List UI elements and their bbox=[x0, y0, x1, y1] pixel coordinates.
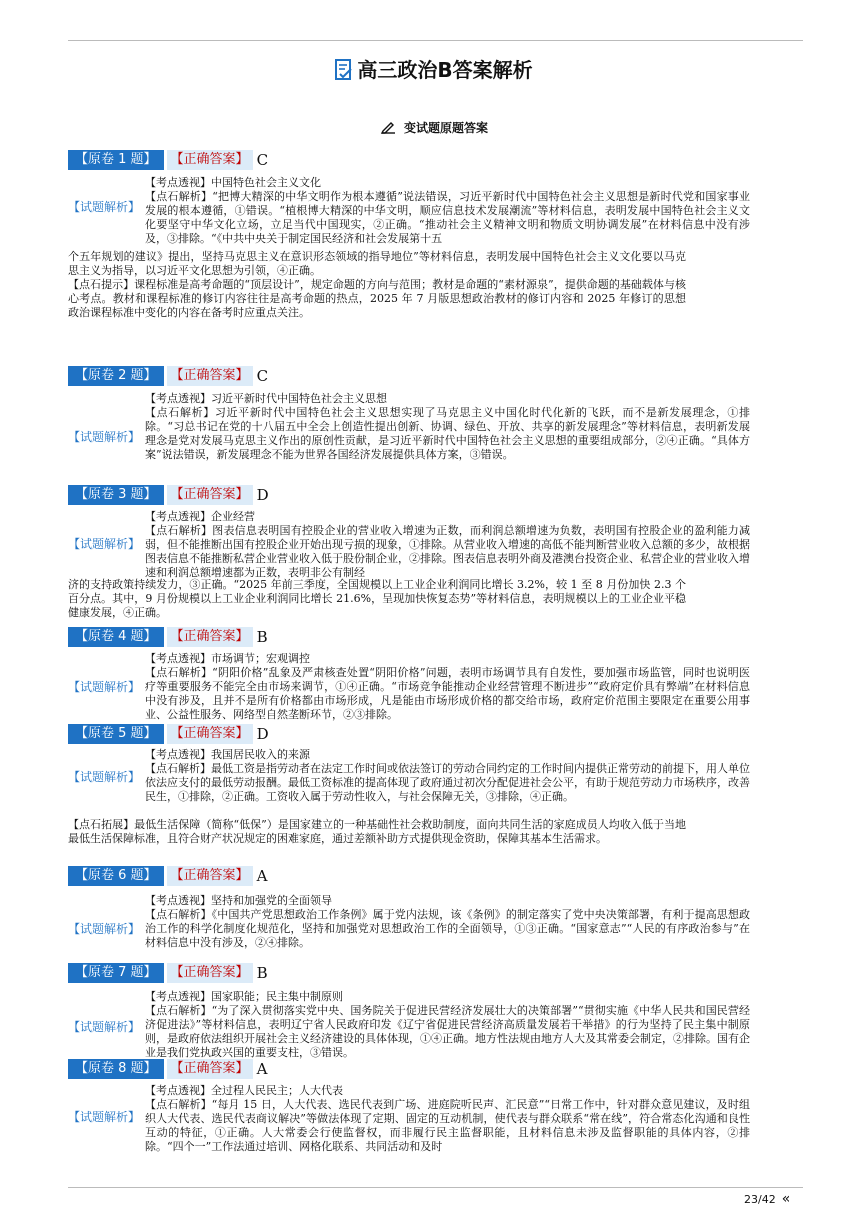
analysis-paragraph: 【点石解析】图表信息表明国有控股企业的营业收入增速为正数，而利润总额增速为负数，表明国有控股企业的盈利能力减弱，但不能推断出国有控股企业开始出现亏损的现象，①排除。从营业收入增速的高低不能判断营业收入总额的多少，故根据图表信息不能推断私营企业营业收入低于股份制企业，②排除。图表信息表明外商及港澳台投资企业、私营企业的营业收入增速和利润总额增速都为正数，表明非公有制经 bbox=[145, 524, 750, 579]
continued-analysis bbox=[68, 818, 686, 846]
analysis-label: 【试题解析】 bbox=[68, 537, 141, 551]
answer-letter: C bbox=[256, 367, 269, 385]
continued-paragraph: 【点石提示】课程标准是高考命题的“顶层设计”，规定命题的方向与范围；教材是命题的“素材源泉”，提供命题的基础载体与核心考点。教材和课程标准的修订内容往往是高考命题的热点，2025 年 7 月版思想政治教材的修订内容和 2025 年修订的思想政治课程标准中变化的内容在备考时应重点关注。 bbox=[68, 278, 686, 319]
question-tag: 【原卷 4 题】 bbox=[68, 627, 164, 647]
correct-answer-tag: 【正确答案】 bbox=[167, 1059, 253, 1079]
answer-letter: C bbox=[256, 151, 269, 169]
pen-icon bbox=[380, 121, 396, 134]
question-header bbox=[68, 485, 269, 505]
analysis-block bbox=[145, 392, 750, 462]
correct-answer-tag: 【正确答案】 bbox=[167, 963, 253, 983]
bottom-rule bbox=[68, 1187, 803, 1188]
correct-answer-tag: 【正确答案】 bbox=[167, 366, 253, 386]
analysis-paragraph: 【点石解析】习近平新时代中国特色社会主义思想实现了马克思主义中国化时代化新的飞跃，而不是新发展理念，①排除。“习总书记在党的十八届五中全会上创造性提出创新、协调、绿色、开放、共享的新发展理念”等材料信息，表明新发展理念是党对发展马克思主义作出的原创性贡献，是习近平新时代中国特色社会主义思想的重要组成部分，②④正确。“具体方案”说法错误，新发展理念不能为世界各国经济发展提供具体方案，③错误。 bbox=[145, 406, 750, 461]
analysis-label: 【试题解析】 bbox=[68, 1020, 141, 1034]
analysis-label: 【试题解析】 bbox=[68, 922, 141, 936]
analysis-paragraph: 【点石解析】最低工资是指劳动者在法定工作时间或依法签订的劳动合同约定的工作时间内提供正常劳动的前提下，用人单位依法应支付的最低劳动报酬。最低工资标准的提高体现了政府通过初次分配促进社会公平，有助于规范劳动力市场秩序，改善民生，①排除，②正确。工资收入属于劳动性收入，与社会保障无关，③排除，④正确。 bbox=[145, 762, 750, 803]
question-tag: 【原卷 1 题】 bbox=[68, 150, 164, 170]
answer-letter: D bbox=[256, 725, 269, 743]
continued-paragraph: 个五年规划的建议》提出，坚持马克思主义在意识形态领域的指导地位”等材料信息，表明发展中国特色社会主义文化要以马克思主义为指导，以习近平文化思想为引领，④正确。 bbox=[68, 250, 686, 277]
question-header bbox=[68, 963, 268, 983]
question-header bbox=[68, 1059, 267, 1079]
page-footer bbox=[744, 1191, 790, 1207]
key-point-line: 【考点透视】坚持和加强党的全面领导 bbox=[145, 894, 332, 907]
section-subtitle bbox=[0, 119, 868, 136]
analysis-paragraph: 【点石解析】“每月 15 日，人大代表、选民代表到广场、进庭院听民声、汇民意”“日常工作中，针对群众意见建议，及时组织人大代表、选民代表商议解决”等做法体现了定期、固定的互动机制，使代表与群众联系“常在线”，符合常态化沟通和良性互动的特征，①正确。人大常委会行使监督权，而非履行民主监督职能，且材料信息未涉及监督职能的具体内容，②排除。“四个一”工作法通过培训、网格化联系、共同活动和及时 bbox=[145, 1098, 750, 1153]
analysis-label: 【试题解析】 bbox=[68, 770, 141, 784]
continued-paragraph: 【点石拓展】最低生活保障（简称“低保”）是国家建立的一种基础性社会救助制度，面向共同生活的家庭成员人均收入低于当地最低生活保障标准，且符合财产状况规定的困难家庭，通过差额补助方式提供现金资助，保障其基本生活需求。 bbox=[68, 818, 686, 845]
question-tag: 【原卷 6 题】 bbox=[68, 866, 164, 886]
page-title bbox=[0, 54, 868, 83]
key-point-line: 【考点透视】中国特色社会主义文化 bbox=[145, 176, 321, 189]
analysis-label: 【试题解析】 bbox=[68, 1110, 141, 1124]
question-header bbox=[68, 866, 267, 886]
question-header bbox=[68, 366, 268, 386]
analysis-paragraph: 【点石解析】“把博大精深的中华文明作为根本遵循”说法错误，习近平新时代中国特色社会主义思想是新时代党和国家事业发展的根本遵循，①错误。“植根博大精深的中华文明，顺应信息技术发展潮流”等材料信息，表明发展中国特色社会主义文化要坚守中华文化立场，立足当代中国现实，②正确。“推动社会主义精神文明和物质文明协调发展”在材料信息中没有涉及，③排除。“《中共中央关于制定国民经济和社会发展第十五 bbox=[145, 190, 750, 245]
question-header bbox=[68, 724, 269, 744]
analysis-block bbox=[145, 894, 750, 950]
page-number: 23/42 bbox=[744, 1193, 776, 1206]
answer-letter: B bbox=[256, 964, 268, 982]
correct-answer-tag: 【正确答案】 bbox=[167, 866, 253, 886]
question-tag: 【原卷 5 题】 bbox=[68, 724, 164, 744]
key-point-line: 【考点透视】国家职能；民主集中制原则 bbox=[145, 990, 343, 1003]
correct-answer-tag: 【正确答案】 bbox=[167, 150, 253, 170]
answer-letter: A bbox=[256, 867, 268, 885]
analysis-block bbox=[145, 652, 750, 722]
question-tag: 【原卷 7 题】 bbox=[68, 963, 164, 983]
answer-letter: A bbox=[256, 1060, 268, 1078]
analysis-block bbox=[145, 176, 750, 246]
key-point-line: 【考点透视】我国居民收入的来源 bbox=[145, 748, 310, 761]
question-header bbox=[68, 627, 268, 647]
question-tag: 【原卷 2 题】 bbox=[68, 366, 164, 386]
top-rule bbox=[68, 40, 803, 41]
analysis-block bbox=[145, 748, 750, 804]
key-point-line: 【考点透视】全过程人民民主；人大代表 bbox=[145, 1084, 343, 1097]
analysis-block bbox=[145, 990, 750, 1060]
analysis-label: 【试题解析】 bbox=[68, 680, 141, 694]
correct-answer-tag: 【正确答案】 bbox=[167, 627, 253, 647]
question-tag: 【原卷 8 题】 bbox=[68, 1059, 164, 1079]
key-point-line: 【考点透视】习近平新时代中国特色社会主义思想 bbox=[145, 392, 387, 405]
key-point-line: 【考点透视】企业经营 bbox=[145, 510, 255, 523]
question-tag: 【原卷 3 题】 bbox=[68, 485, 164, 505]
back-arrow-icon[interactable]: « bbox=[781, 1191, 791, 1207]
analysis-block bbox=[145, 1084, 750, 1154]
analysis-label: 【试题解析】 bbox=[68, 200, 141, 214]
analysis-paragraph: 【点石解析】“阴阳价格”乱象及严肃核查处置“阴阳价格”问题，表明市场调节具有自发性，要加强市场监管，同时也说明医疗等重要服务不能完全由市场来调节，①④正确。“市场竞争能推动企业经营管理不断进步”“政府定价具有弊端”在材料信息中没有涉及，且并不是所有价格都由市场形成，凡是能由市场形成价格的都交给市场，政府定价范围主要限定在重要公用事业、公益性服务、网络型自然垄断环节，②③排除。 bbox=[145, 666, 750, 721]
correct-answer-tag: 【正确答案】 bbox=[167, 724, 253, 744]
answer-letter: B bbox=[256, 628, 268, 646]
correct-answer-tag: 【正确答案】 bbox=[167, 485, 253, 505]
continued-analysis bbox=[68, 578, 686, 620]
continued-analysis bbox=[68, 250, 686, 320]
analysis-paragraph: 【点石解析】《中国共产党思想政治工作条例》属于党内法规，该《条例》的制定落实了党中央决策部署，有利于提高思想政治工作的科学化制度化规范化，坚持和加强党对思想政治工作的全面领导，①③正确。“国家意志”“人民的有序政治参与”在材料信息中没有涉及，②④排除。 bbox=[145, 908, 750, 949]
question-header bbox=[68, 150, 268, 170]
analysis-block bbox=[145, 510, 750, 580]
continued-paragraph: 济的支持政策持续发力，③正确。“2025 年前三季度，全国规模以上工业企业利润同比增长 3.2%，较 1 至 8 月份加快 2.3 个百分点。其中，9 月份规模以上工业企业利润同比增长 21.6%，呈现加快恢复态势”等材料信息，表明规模以上的工业企业平稳健康发展，④正确。 bbox=[68, 578, 686, 619]
document-check-icon bbox=[335, 59, 353, 81]
analysis-paragraph: 【点石解析】“为了深入贯彻落实党中央、国务院关于促进民营经济发展壮大的决策部署”“贯彻实施《中华人民共和国民营经济促进法》”等材料信息，表明辽宁省人民政府印发《辽宁省促进民营经济高质量发展若干举措》的行为坚持了民主集中制原则，是政府依法组织开展社会主义经济建设的具体体现，①④正确。地方性法规由地方人大及其常委会制定，②排除。国有企业是我们党执政兴国的重要支柱，③错误。 bbox=[145, 1004, 750, 1059]
section-subtitle-text: 变试题原题答案 bbox=[403, 121, 488, 135]
page-title-text: 高三政治B答案解析 bbox=[357, 58, 533, 82]
answer-letter: D bbox=[256, 486, 269, 504]
key-point-line: 【考点透视】市场调节；宏观调控 bbox=[145, 652, 310, 665]
analysis-label: 【试题解析】 bbox=[68, 430, 141, 444]
